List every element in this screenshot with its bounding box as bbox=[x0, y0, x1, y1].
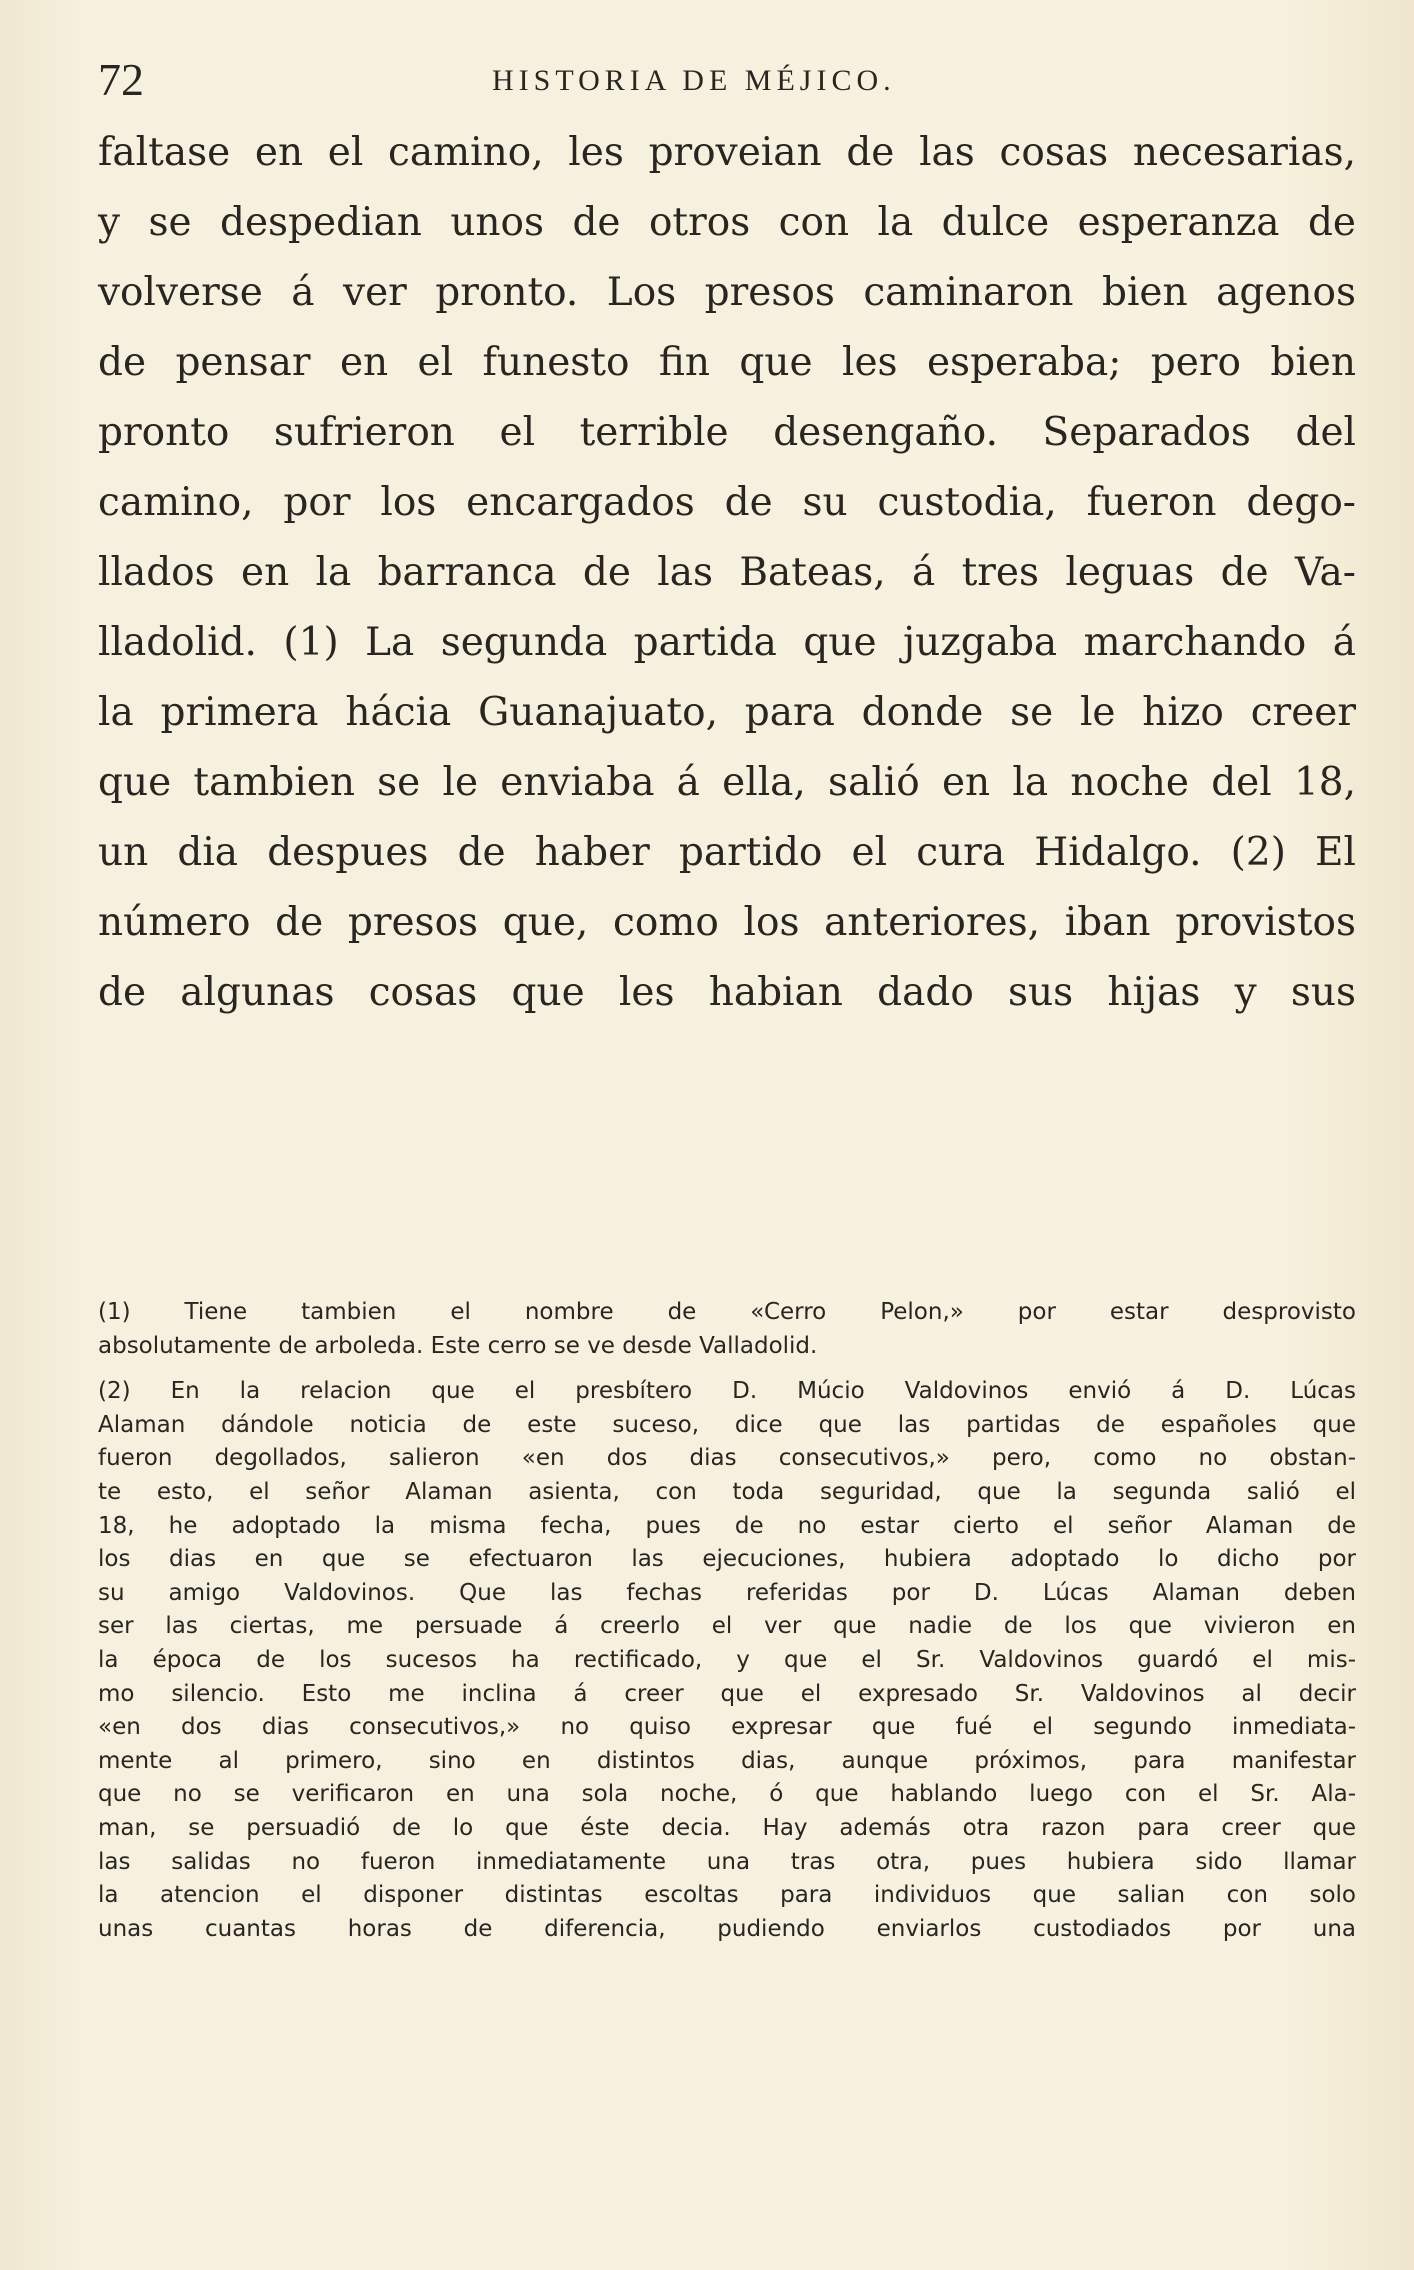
footnote-line: las salidas no fueron inmediatamente una tras otra, pues hubiera sido llamar bbox=[98, 1848, 1356, 1875]
body-line: que tambien se le enviaba á ella, salió en la noche del 18, bbox=[98, 760, 1356, 805]
footnote-line: la atencion el disponer distintas escoltas para individuos que salian con solo bbox=[98, 1882, 1356, 1909]
body-line: la primera hácia Guanajuato, para donde se le hizo creer bbox=[98, 690, 1356, 735]
footnote-line: «en dos dias consecutivos,» no quiso expresar que fué el segundo inmediata- bbox=[98, 1714, 1356, 1741]
footnotes bbox=[98, 1296, 1356, 1946]
body-line: lladolid. (1) La segunda partida que juzgaba marchando á bbox=[98, 620, 1356, 665]
body-line: faltase en el camino, les proveian de las cosas necesarias, bbox=[98, 130, 1356, 175]
footnote-gap bbox=[98, 1363, 1356, 1375]
footnote-2 bbox=[98, 1375, 1356, 1946]
body-line: llados en la barranca de las Bateas, á tres leguas de Va- bbox=[98, 550, 1356, 595]
body-line: un dia despues de haber partido el cura Hidalgo. (2) El bbox=[98, 830, 1356, 875]
body-text bbox=[98, 118, 1356, 1028]
body-line: y se despedian unos de otros con la dulce esperanza de bbox=[98, 200, 1356, 245]
footnote-line: fueron degollados, salieron «en dos dias consecutivos,» pero, como no obstan- bbox=[98, 1445, 1356, 1472]
footnote-line: que no se verificaron en una sola noche, ó que hablando luego con el Sr. Ala- bbox=[98, 1781, 1356, 1808]
body-line: de pensar en el funesto fin que les esperaba; pero bien bbox=[98, 340, 1356, 385]
footnote-line: los dias en que se efectuaron las ejecuciones, hubiera adoptado lo dicho por bbox=[98, 1546, 1356, 1573]
body-line: volverse á ver pronto. Los presos caminaron bien agenos bbox=[98, 270, 1356, 315]
footnote-line: absolutamente de arboleda. Este cerro se ve desde Valladolid. bbox=[98, 1332, 818, 1359]
footnote-line: ser las ciertas, me persuade á creerlo el ver que nadie de los que vivieron en bbox=[98, 1613, 1356, 1640]
body-line: camino, por los encargados de su custodia, fueron dego- bbox=[98, 480, 1356, 525]
footnote-line: 18, he adoptado la misma fecha, pues de no estar cierto el señor Alaman de bbox=[98, 1512, 1356, 1539]
footnote-line: man, se persuadió de lo que éste decia. Hay además otra razon para creer que bbox=[98, 1814, 1356, 1841]
footnote-line: (2) En la relacion que el presbítero D. Múcio Valdovinos envió á D. Lúcas bbox=[98, 1378, 1356, 1405]
footnote-line: su amigo Valdovinos. Que las fechas referidas por D. Lúcas Alaman deben bbox=[98, 1579, 1356, 1606]
footnote-1 bbox=[98, 1296, 1356, 1363]
running-title: HISTORIA DE MÉJICO. bbox=[492, 64, 896, 97]
page-number: 72 bbox=[98, 54, 144, 105]
body-line: pronto sufrieron el terrible desengaño. Separados del bbox=[98, 410, 1356, 455]
footnote-line: (1) Tiene tambien el nombre de «Cerro Pelon,» por estar desprovisto bbox=[98, 1299, 1356, 1325]
footnote-line: la época de los sucesos ha rectificado, y que el Sr. Valdovinos guardó el mis- bbox=[98, 1646, 1356, 1673]
body-line: número de presos que, como los anteriores, iban provistos bbox=[98, 900, 1356, 945]
footnote-line: mo silencio. Esto me inclina á creer que el expresado Sr. Valdovinos al decir bbox=[98, 1680, 1356, 1707]
footnote-line: Alaman dándole noticia de este suceso, dice que las partidas de españoles que bbox=[98, 1411, 1356, 1438]
footnote-line: mente al primero, sino en distintos dias, aunque próximos, para manifestar bbox=[98, 1747, 1356, 1774]
footnote-line: te esto, el señor Alaman asienta, con toda seguridad, que la segunda salió el bbox=[98, 1478, 1356, 1505]
footnote-line: unas cuantas horas de diferencia, pudiendo enviarlos custodiados por una bbox=[98, 1915, 1356, 1942]
body-line: de algunas cosas que les habian dado sus hijas y sus bbox=[98, 970, 1356, 1015]
page-header bbox=[98, 50, 1356, 110]
